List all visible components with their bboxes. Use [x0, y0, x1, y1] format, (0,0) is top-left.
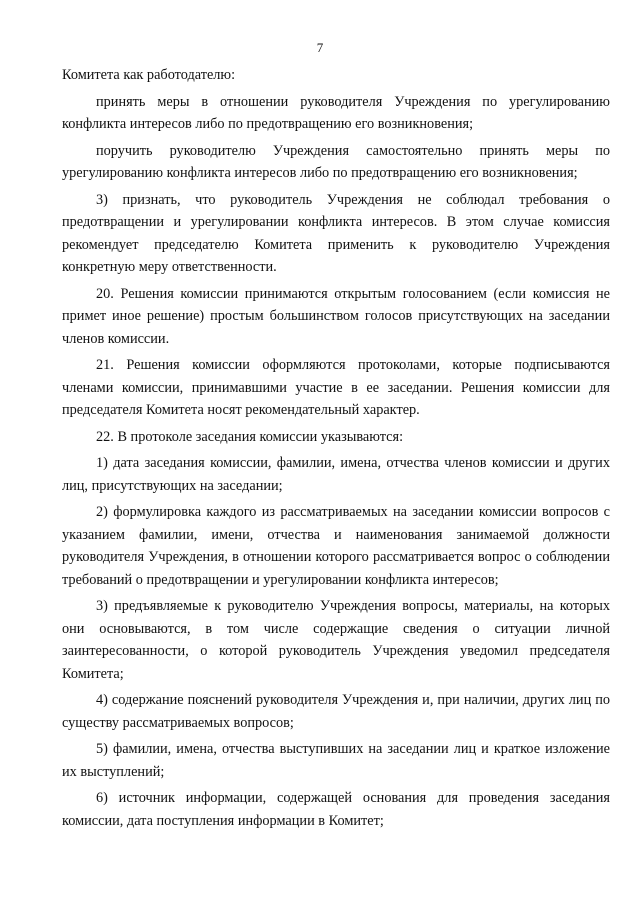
paragraph: 5) фамилии, имена, отчества выступивших на заседании лиц и краткое изложение их выступлений;: [62, 741, 610, 780]
paragraph: 6) источник информации, содержащей основания для проведения заседания комиссии, дата поступления информации в Комитет;: [62, 790, 610, 829]
paragraph: 2) формулировка каждого из рассматриваемых на заседании комиссии вопросов с указанием фамилии, имени, отчества и наименования занимаемой должности руководителя Учреждения, в отношении которого рассматривается вопрос о соблюдении требований о предотвращении и урегулировании конфликта интересов;: [62, 504, 610, 588]
paragraph: принять меры в отношении руководителя Учреждения по урегулированию конфликта интересов либо по предотвращению его возникновения;: [62, 93, 610, 132]
paragraph: 20. Решения комиссии принимаются открытым голосованием (если комиссия не примет иное решение) простым большинством голосов присутствующих на заседании членов комиссии.: [62, 285, 610, 347]
paragraph: 4) содержание пояснений руководителя Учреждения и, при наличии, других лиц по существу рассматриваемых вопросов;: [62, 692, 610, 731]
page-number: 7: [316, 40, 324, 55]
paragraph: 3) предъявляемые к руководителю Учреждения вопросы, материалы, на которых они основываются, в том числе содержащие сведения о ситуации личной заинтересованности, о которой руководитель Учреждения уведомил председателя Комитета;: [62, 598, 610, 682]
paragraph: Комитета как работодателю:: [62, 67, 236, 83]
document-body: [62, 64, 610, 836]
paragraph: поручить руководителю Учреждения самостоятельно принять меры по урегулированию конфликта интересов либо по предотвращению его возникновения;: [62, 142, 610, 181]
paragraph: 3) признать, что руководитель Учреждения не соблюдал требования о предотвращении и урегулировании конфликта интересов. В этом случае комиссия рекомендует председателю Комитета применить к руководителю Учреждения конкретную меру ответственности.: [62, 191, 610, 275]
paragraph: 22. В протоколе заседания комиссии указываются:: [96, 428, 404, 445]
paragraph: 21. Решения комиссии оформляются протоколами, которые подписываются членами комиссии, принимавшими участие в ее заседании. Решения комиссии для председателя Комитета носят рекомендательный характер.: [62, 357, 610, 418]
paragraph: 1) дата заседания комиссии, фамилии, имена, отчества членов комиссии и других лиц, присутствующих на заседании;: [62, 455, 610, 494]
